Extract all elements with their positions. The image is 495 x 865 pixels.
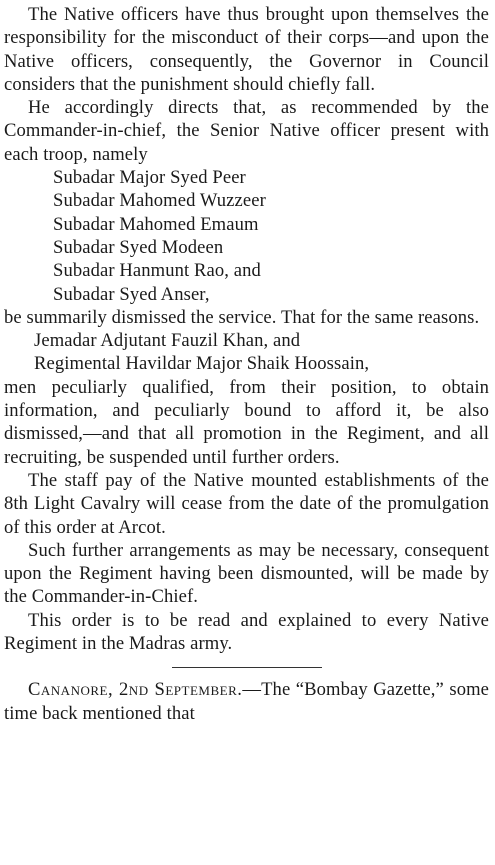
dismissed-officers-list (4, 166, 489, 306)
paragraph-peculiarly-qualified: men peculiarly qualified, from their position, to obtain information, and peculiarly bound to afford it, be also dismissed,—and that all promotion in the Regiment, and all recruiting, be suspended until further orders. (4, 376, 489, 468)
paragraph-directs: He accordingly directs that, as recommended by the Commander-in-chief, the Senior Native officer present with each troop, namely (4, 97, 489, 165)
officer-list-item: Subadar Major Syed Peer (53, 167, 246, 189)
cananore-text: —The “Bombay Gazette,” some time back mentioned that (4, 679, 490, 724)
havildar-line: Regimental Havildar Major Shaik Hoossain, (34, 353, 370, 375)
paragraph-cananore (4, 678, 489, 725)
paragraph-staff-pay: The staff pay of the Native mounted establishments of the 8th Light Cavalry will cease from the date of the promulgation of this order at Arcot. (4, 469, 489, 538)
dateline: Cananore, 2nd September. (28, 679, 243, 701)
officer-list-item: Subadar Syed Anser, (53, 283, 210, 305)
section-divider (172, 667, 322, 668)
paragraph-further-arrangements: Such further arrangements as may be necessary, consequent upon the Regiment having been dismounted, will be made by the Commander-in-Chief. (4, 539, 489, 608)
officer-list-item: Subadar Mahomed Wuzzeer (53, 190, 266, 212)
paragraph-native-officers: The Native officers have thus brought upon themselves the responsibility for the misconduct of their corps—and upon the Native officers, consequently, the Governor in Council considers that the punishment should chiefly fall. (4, 4, 489, 95)
paragraph-summarily-dismissed: be summarily dismissed the service. That for the same reasons. (4, 306, 480, 328)
jemadar-line: Jemadar Adjutant Fauzil Khan, and (34, 330, 301, 352)
officer-list-item: Subadar Mahomed Emaum (53, 213, 259, 235)
officer-list-item: Subadar Hanmunt Rao, and (53, 260, 261, 282)
paragraph-order-read: This order is to be read and explained to every Native Regiment in the Madras army. (4, 609, 489, 655)
officer-list-item: Subadar Syed Modeen (53, 236, 224, 258)
